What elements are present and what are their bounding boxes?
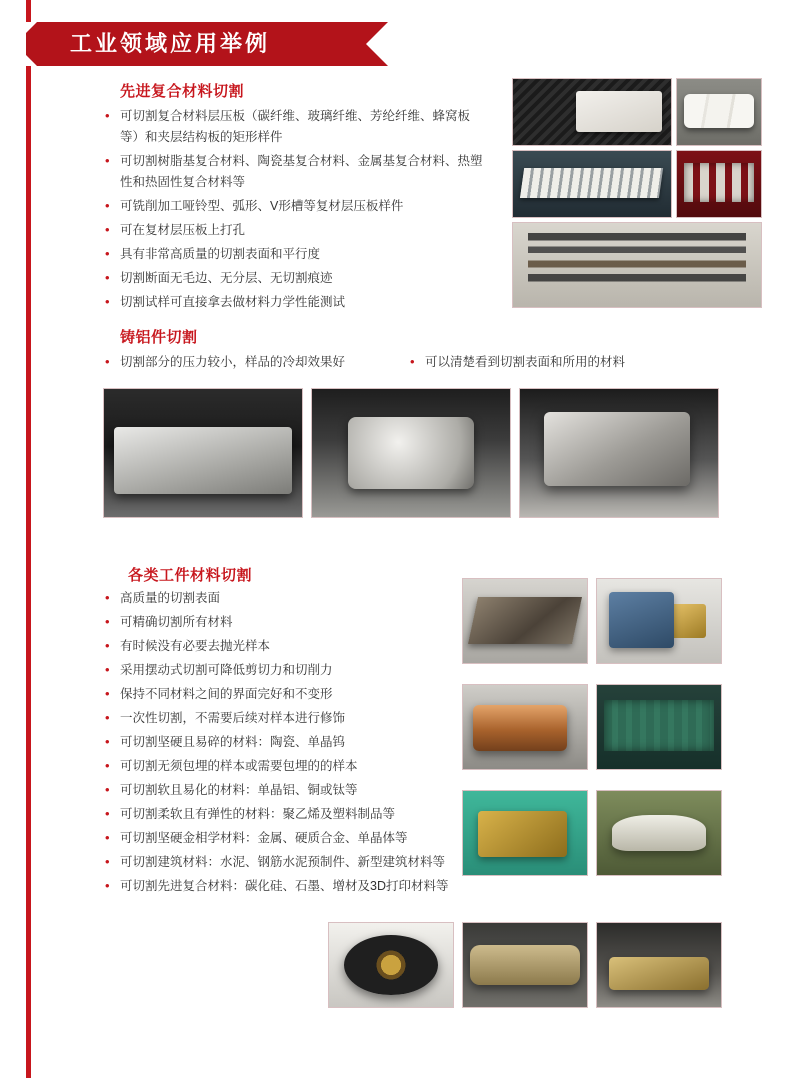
- list-item: • 可切割柔软且有弹性的材料：聚乙烯及塑料制品等: [103, 804, 453, 825]
- list-item: • 可精确切割所有材料: [103, 612, 453, 633]
- white-composite-blocks-photo: [676, 78, 762, 146]
- bullet-list-aluminum-right: [408, 352, 738, 376]
- pcb-board-cutting-photo: [596, 684, 722, 770]
- roller-cutting-photo: [462, 922, 588, 1008]
- strip-samples-tray-photo: [512, 222, 762, 308]
- list-item: • 保持不同材料之间的界面完好和不变形: [103, 684, 453, 705]
- list-item: • 高质量的切割表面: [103, 588, 453, 609]
- page-title: 工业领域应用举例: [70, 31, 271, 56]
- list-item: • 可以清楚看到切割表面和所用的材料: [408, 352, 738, 373]
- bullet-list-workpiece: [103, 588, 453, 900]
- section-title-composite: 先进复合材料切割: [120, 83, 245, 100]
- electrical-connector-photo: [596, 578, 722, 664]
- list-item: • 可切割坚硬金相学材料：金属、硬质合金、单晶体等: [103, 828, 453, 849]
- list-item: • 一次性切割，不需要后续对样本进行修饰: [103, 708, 453, 729]
- section-title-workpiece: 各类工件材料切割: [128, 567, 253, 584]
- aluminum-profile-machine-photo: [311, 388, 511, 518]
- carbon-fiber-plate-photo: [512, 78, 672, 146]
- list-item: • 切割部分的压力较小，样品的冷却效果好: [103, 352, 403, 373]
- shoe-sole-section-photo: [596, 790, 722, 876]
- list-item: • 可切割树脂基复合材料、陶瓷基复合材料、金属基复合材料、热塑性和热固性复合材料等: [103, 151, 488, 193]
- list-item: • 可切割先进复合材料：碳化硅、石墨、增材及3D打印材料等: [103, 876, 453, 897]
- comb-specimen-photo: [512, 150, 672, 218]
- banner-notch-bottom-left: [26, 55, 37, 66]
- banner-arrow-tail: [366, 22, 388, 66]
- brass-key-samples-photo: [462, 790, 588, 876]
- list-item: • 可切割坚硬且易碎的材料：陶瓷、单晶钨: [103, 732, 453, 753]
- copper-pipe-section-photo: [462, 684, 588, 770]
- bullet-list-aluminum-left: [103, 352, 403, 376]
- section-title-aluminum: 铸铝件切割: [120, 329, 198, 346]
- page-banner: [26, 22, 406, 66]
- list-item: • 可切割软且易化的材料：单晶铝、铜或钛等: [103, 780, 453, 801]
- list-item: • 切割试样可直接拿去做材料力学性能测试: [103, 292, 488, 313]
- stator-core-sample-photo: [462, 578, 588, 664]
- list-item: • 可切割复合材料层压板（碳纤维、玻璃纤维、芳纶纤维、蜂窝板等）和夹层结构板的矩形样件: [103, 106, 488, 148]
- list-item: • 切割断面无毛边、无分层、无切割痕迹: [103, 268, 488, 289]
- banner-notch-top-left: [26, 22, 37, 33]
- grinder-cutting-photo: [596, 922, 722, 1008]
- list-item: • 可切割建筑材料：水泥、钢筋水泥预制件、新型建筑材料等: [103, 852, 453, 873]
- list-item: • 可切割无须包埋的样本或需要包埋的的样本: [103, 756, 453, 777]
- red-laminate-specimen-photo: [676, 150, 762, 218]
- cable-cross-section-photo: [328, 922, 454, 1008]
- list-item: • 可在复材层压板上打孔: [103, 220, 488, 241]
- list-item: • 有时候没有必要去抛光样本: [103, 636, 453, 657]
- left-red-rail: [26, 0, 31, 1078]
- aluminum-extrusion-cutting-photo: [103, 388, 303, 518]
- bullet-list-composite: [103, 106, 488, 316]
- list-item: • 可铣削加工哑铃型、弧形、V形槽等复材层压板样件: [103, 196, 488, 217]
- list-item: • 具有非常高质量的切割表面和平行度: [103, 244, 488, 265]
- aluminum-casting-part-photo: [519, 388, 719, 518]
- list-item: • 采用摆动式切割可降低剪切力和切削力: [103, 660, 453, 681]
